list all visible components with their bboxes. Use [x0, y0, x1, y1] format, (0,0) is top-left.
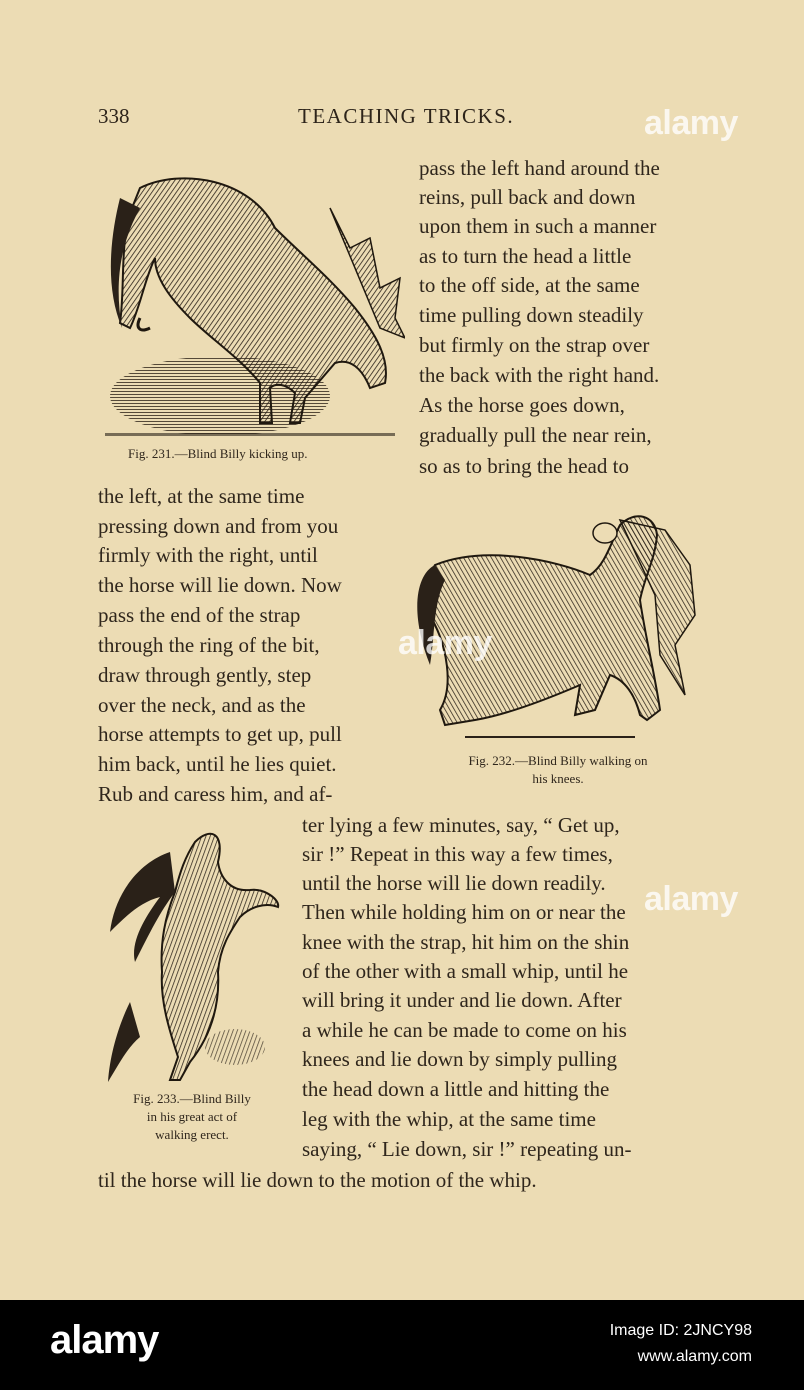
text-line: time pulling down steadily [419, 303, 644, 327]
text-line: draw through gently, step [98, 663, 312, 687]
text-line: til the horse will lie down to the motion of the whip. [98, 1168, 537, 1192]
text-line: Then while holding him on or near the [302, 900, 626, 924]
watermark: alamy [398, 624, 492, 662]
text-line: the horse will lie down. Now [98, 573, 342, 597]
stock-footer [0, 1300, 804, 1390]
footer-url: www.alamy.com [637, 1348, 752, 1365]
text-line: him back, until he lies quiet. [98, 752, 337, 776]
fig-232-caption-line2: his knees. [532, 771, 584, 786]
alamy-logo: alamy [50, 1318, 159, 1362]
text-line: to the off side, at the same [419, 273, 640, 297]
text-line: as to turn the head a little [419, 244, 632, 268]
running-title: TEACHING TRICKS. [298, 104, 515, 128]
fig-233-caption [102, 1090, 282, 1144]
fig-232-caption [428, 752, 688, 788]
text-line: As the horse goes down, [419, 393, 625, 417]
text-line: pressing down and from you [98, 514, 339, 538]
watermark: alamy [644, 880, 738, 918]
text-line: will bring it under and lie down. After [302, 988, 622, 1012]
text-line: the head down a little and hitting the [302, 1077, 610, 1101]
text-line: through the ring of the bit, [98, 633, 320, 657]
text-line: pass the left hand around the [419, 156, 660, 180]
watermark: alamy [644, 104, 738, 142]
text-line: gradually pull the near rein, [419, 423, 652, 447]
fig-231-caption: Fig. 231.—Blind Billy kicking up. [128, 446, 308, 461]
text-line: the back with the right hand. [419, 363, 660, 387]
text-line: a while he can be made to come on his [302, 1018, 627, 1042]
text-line: leg with the whip, at the same time [302, 1107, 596, 1131]
text-line: knees and lie down by simply pulling [302, 1047, 617, 1071]
text-line: upon them in such a manner [419, 214, 657, 238]
running-header [98, 104, 708, 138]
fig-232-caption-line1: Fig. 232.—Blind Billy walking on [468, 753, 648, 768]
text-line: until the horse will lie down readily. [302, 871, 606, 895]
text-line: ter lying a few minutes, say, “ Get up, [302, 813, 620, 837]
text-line: saying, “ Lie down, sir !” repeating un- [302, 1137, 632, 1161]
text-line: sir !” Repeat in this way a few times, [302, 842, 613, 866]
image-id: Image ID: 2JNCY98 [609, 1322, 752, 1339]
page-number: 338 [98, 104, 130, 128]
fig-233-caption-line3: walking erect. [155, 1127, 229, 1142]
fig-233-caption-line1: Fig. 233.—Blind Billy [133, 1091, 251, 1106]
text-line: but firmly on the strap over [419, 333, 650, 357]
fig-233-illustration [100, 822, 285, 1087]
text-line: of the other with a small whip, until he [302, 959, 629, 983]
text-line: knee with the strap, hit him on the shin [302, 930, 630, 954]
text-line: over the neck, and as the [98, 693, 306, 717]
text-line: reins, pull back and down [419, 185, 636, 209]
fig-233-caption-line2: in his great act of [146, 1109, 238, 1124]
fig-231-illustration [100, 168, 405, 443]
text-line: horse attempts to get up, pull [98, 722, 342, 746]
text-line: the left, at the same time [98, 484, 305, 508]
text-line: Rub and caress him, and af- [98, 782, 333, 806]
text-line: firmly with the right, until [98, 543, 318, 567]
text-line: pass the end of the strap [98, 603, 301, 627]
text-line: so as to bring the head to [419, 454, 629, 478]
